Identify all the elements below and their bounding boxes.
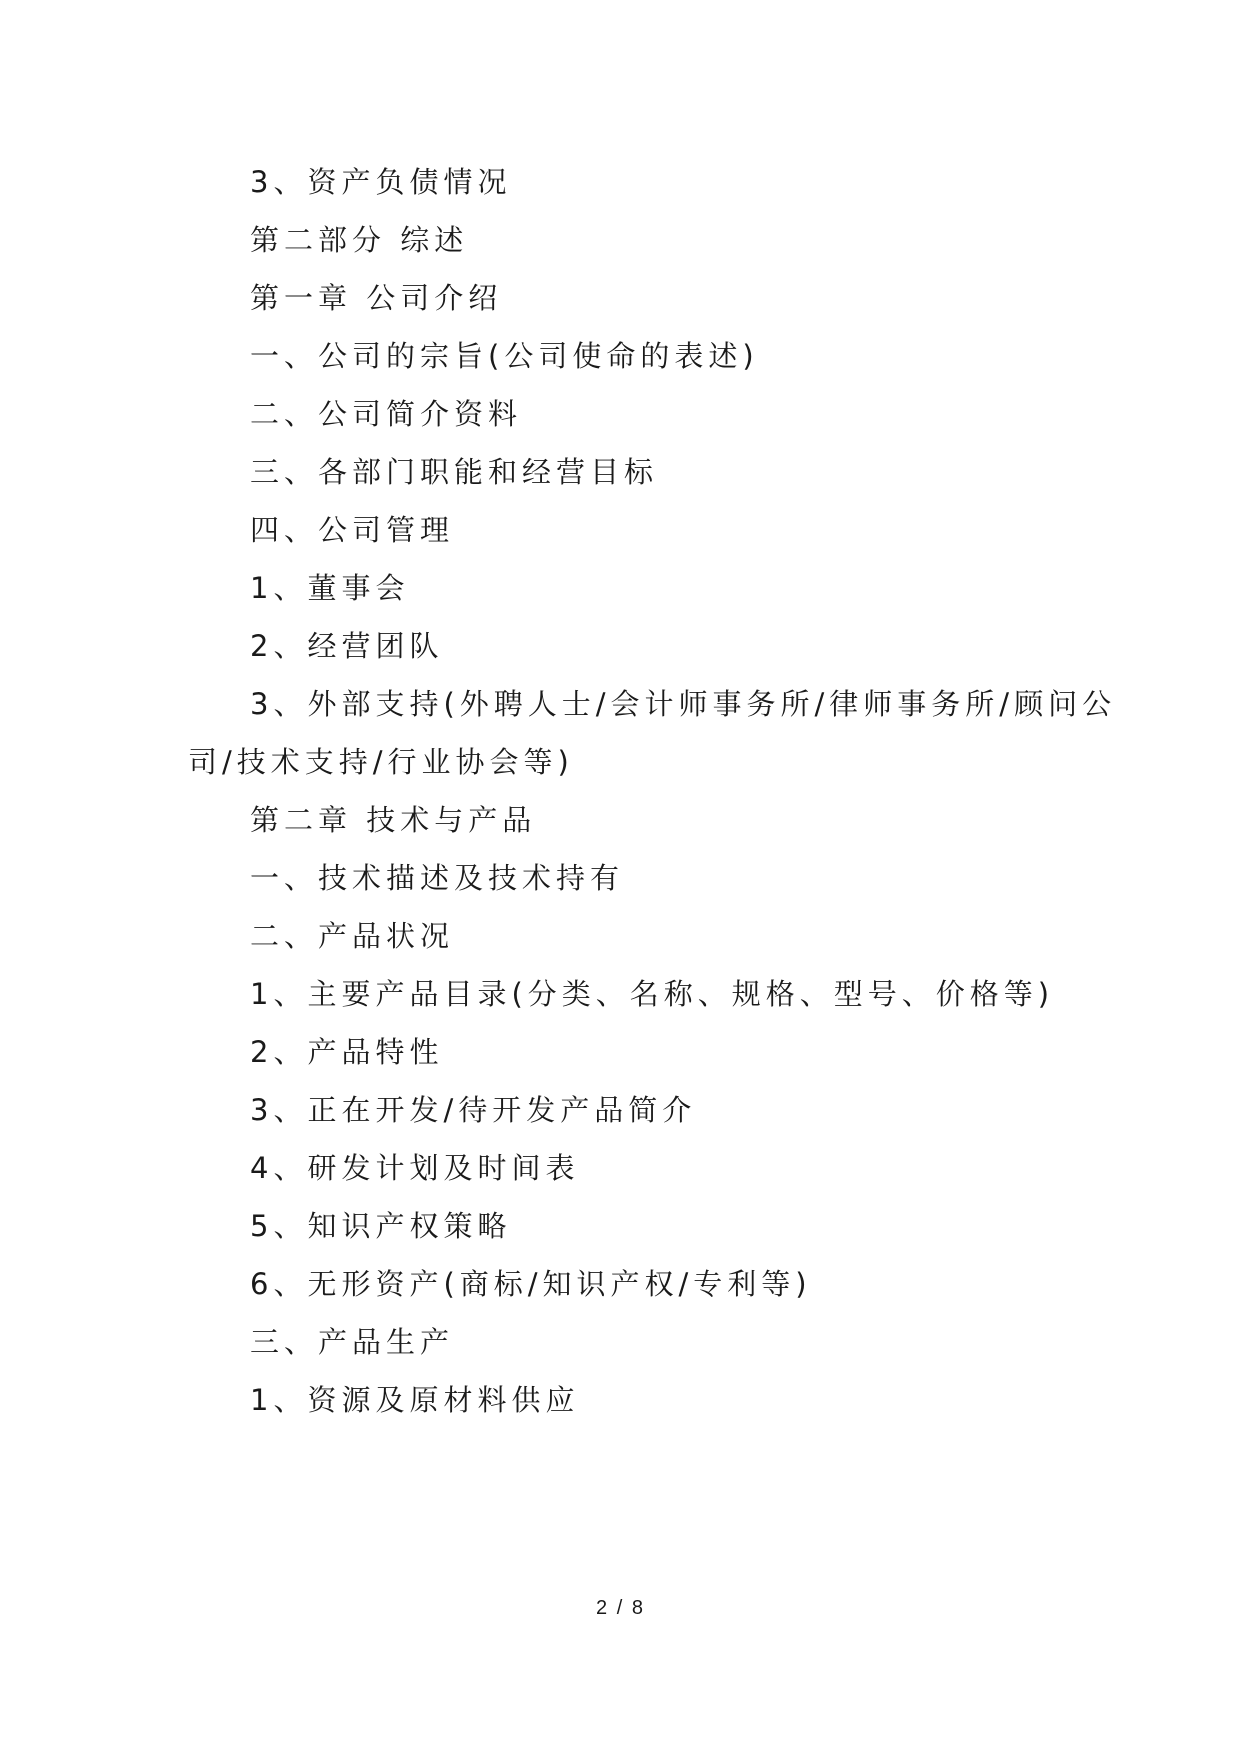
- text-line: 1、资源及原材料供应: [250, 1383, 580, 1417]
- chapter-heading: 第一章 公司介绍: [250, 281, 503, 315]
- text-line: 三、各部门职能和经营目标: [250, 455, 659, 489]
- text-line: 一、技术描述及技术持有: [250, 861, 625, 895]
- text-line: 6、无形资产(商标/知识产权/专利等): [250, 1267, 812, 1301]
- text-line: 1、主要产品目录(分类、名称、规格、型号、价格等): [250, 977, 1055, 1011]
- chapter-heading: 第二章 技术与产品: [250, 803, 537, 837]
- text-line: 2、产品特性: [250, 1035, 444, 1069]
- text-line: 1、董事会: [250, 571, 410, 605]
- page-number: 2 / 8: [596, 1597, 645, 1619]
- text-line: 3、资产负债情况: [250, 165, 512, 199]
- text-line: 一、公司的宗旨(公司使命的表述): [250, 339, 759, 373]
- text-line: 3、外部支持(外聘人士/会计师事务所/律师事务所/顾问公: [250, 687, 1117, 721]
- text-line: 3、正在开发/待开发产品简介: [250, 1093, 697, 1127]
- text-line: 4、研发计划及时间表: [250, 1151, 580, 1185]
- text-line: 2、经营团队: [250, 629, 444, 663]
- text-line: 二、公司简介资料: [250, 397, 523, 431]
- text-line: 三、产品生产: [250, 1325, 455, 1359]
- text-line: 四、公司管理: [250, 513, 455, 547]
- text-line: 二、产品状况: [250, 919, 455, 953]
- section-heading: 第二部分 综述: [250, 223, 469, 257]
- text-line: 5、知识产权策略: [250, 1209, 512, 1243]
- text-line-continuation: 司/技术支持/行业协会等): [188, 745, 574, 779]
